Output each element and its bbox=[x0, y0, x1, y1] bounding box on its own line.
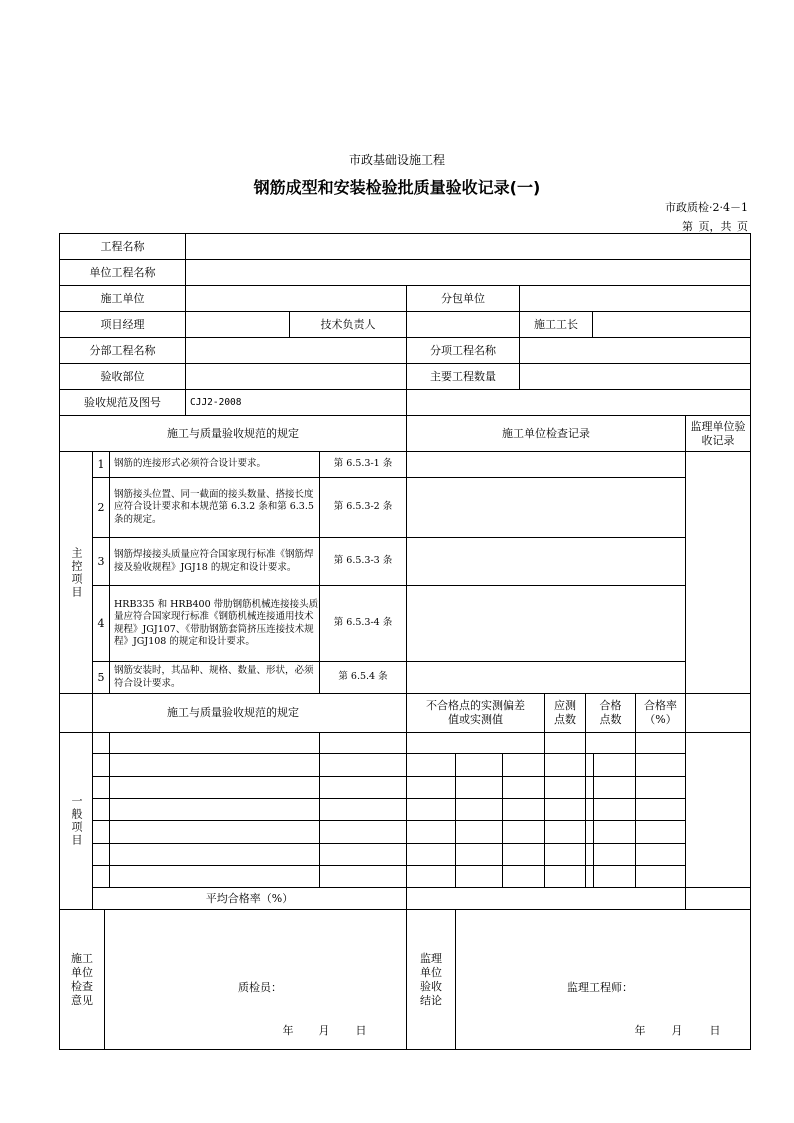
item-text: HRB335 和 HRB400 带肋钢筋机械连接接头质量应符合国家现行标准《钢筋机械连接通用技术规程》JGJ107、《带肋钢筋套筒挤压连接技术规程》JGJ108 的规定和设计要求。 bbox=[114, 598, 319, 647]
grid-line bbox=[92, 776, 686, 777]
main-quantity-label: 主要工程数量 bbox=[430, 370, 496, 383]
item-no: 4 bbox=[97, 616, 105, 630]
grid-line bbox=[685, 693, 686, 910]
year-label: 年 bbox=[282, 1024, 294, 1037]
item-text: 钢筋焊接接头质量应符合国家现行标准《钢筋焊接及验收规程》JGJ18 的规定和设计要求。 bbox=[114, 549, 314, 573]
subsection-label: 分部工程名称 bbox=[89, 344, 156, 357]
item-check-cell[interactable] bbox=[407, 538, 685, 585]
item-text: 钢筋的连接形式必须符合设计要求。 bbox=[114, 458, 267, 470]
grid-line bbox=[104, 909, 105, 1050]
acceptance-part-field[interactable] bbox=[186, 364, 406, 390]
year-label: 年 bbox=[634, 1024, 646, 1037]
grid-line bbox=[59, 732, 751, 733]
day-label: 日 bbox=[709, 1024, 721, 1037]
grid-line bbox=[502, 753, 503, 888]
item-clause: 第 6.5.3-2 条 bbox=[333, 501, 393, 513]
day-label: 日 bbox=[355, 1024, 367, 1037]
spec-header: 施工与质量验收规范的规定 bbox=[167, 427, 299, 440]
contractor-opinion-label: 施工单位检查意见 bbox=[71, 951, 93, 1007]
item-no: 2 bbox=[97, 500, 105, 514]
item-clause: 第 6.5.3-1 条 bbox=[333, 458, 393, 470]
avg-pass-rate-label: 平均合格率（%） bbox=[205, 891, 294, 905]
inspector-label: 质检员： bbox=[238, 981, 282, 994]
grid-line bbox=[406, 389, 407, 416]
grid-line bbox=[92, 753, 686, 754]
project-name-field[interactable] bbox=[186, 234, 750, 260]
grid-line bbox=[59, 909, 751, 910]
item-check-cell[interactable] bbox=[407, 586, 685, 661]
project-manager-field[interactable] bbox=[186, 312, 289, 338]
grid-line bbox=[593, 753, 594, 888]
tech-lead-label: 技术负责人 bbox=[320, 318, 376, 331]
subcontractor-field[interactable] bbox=[520, 286, 750, 312]
page-title: 钢筋成型和安装检验批质量验收记录(一) bbox=[253, 178, 541, 197]
item-clause: 第 6.5.3-4 条 bbox=[333, 617, 393, 629]
page-info: 第 页，共 页 bbox=[682, 220, 748, 233]
item-clause: 第 6.5.3-3 条 bbox=[333, 555, 393, 567]
check-record-header: 施工单位检查记录 bbox=[502, 427, 590, 440]
general-spec-header: 施工与质量验收规范的规定 bbox=[167, 706, 299, 719]
should-measure-header: 应测点数 bbox=[554, 699, 576, 726]
tech-lead-field[interactable] bbox=[407, 312, 519, 338]
grid-line bbox=[455, 753, 456, 888]
project-manager-label: 项目经理 bbox=[100, 318, 145, 331]
grid-line bbox=[92, 798, 686, 799]
general-items-label: 一般项目 bbox=[70, 795, 83, 847]
item-no: 5 bbox=[97, 670, 105, 684]
grid-line bbox=[92, 865, 686, 866]
item-no: 1 bbox=[97, 457, 105, 471]
month-label: 月 bbox=[671, 1024, 683, 1037]
sub-item-field[interactable] bbox=[520, 338, 750, 364]
grid-line bbox=[319, 732, 320, 888]
item-clause: 第 6.5.4 条 bbox=[338, 671, 388, 683]
sub-item-label: 分项工程名称 bbox=[430, 344, 496, 357]
month-label: 月 bbox=[318, 1024, 330, 1037]
grid-line bbox=[455, 909, 456, 1050]
foreman-field[interactable] bbox=[593, 312, 750, 338]
project-name-label: 工程名称 bbox=[100, 240, 145, 253]
unit-project-label: 单位工程名称 bbox=[89, 266, 156, 279]
grid-line bbox=[92, 843, 686, 844]
foreman-label: 施工工长 bbox=[534, 318, 578, 331]
deviation-header: 不合格点的实测偏差值或实测值 bbox=[426, 699, 525, 726]
contractor-label: 施工单位 bbox=[100, 292, 145, 305]
supervisor-record-cell[interactable] bbox=[686, 452, 750, 693]
subcontractor-label: 分包单位 bbox=[441, 292, 485, 305]
supervisor-conclusion-label: 监理单位验收结论 bbox=[420, 951, 442, 1007]
item-no: 3 bbox=[97, 554, 105, 568]
acceptance-part-label: 验收部位 bbox=[100, 370, 145, 383]
form-code: 市政质检·2·4－1 bbox=[665, 201, 748, 214]
item-text: 钢筋接头位置、同一截面的接头数量、搭接长度应符合设计要求和本规范第 6.3.2 条和第 6.3.5 条的规定。 bbox=[114, 488, 314, 525]
grid-line bbox=[92, 820, 686, 821]
item-check-cell[interactable] bbox=[407, 662, 685, 693]
supervisor-engineer-label: 监理工程师： bbox=[567, 981, 633, 994]
unit-project-field[interactable] bbox=[186, 260, 750, 286]
main-quantity-field[interactable] bbox=[520, 364, 750, 390]
standard-label: 验收规范及图号 bbox=[84, 396, 161, 409]
grid-line bbox=[109, 732, 110, 888]
contractor-field[interactable] bbox=[186, 286, 406, 312]
grid-line bbox=[750, 233, 751, 1050]
supervisor-record-header: 监理单位验收记录 bbox=[690, 420, 746, 447]
standard-value: CJJ2-2008 bbox=[190, 397, 242, 408]
pass-rate-header: 合格率（%） bbox=[644, 699, 677, 726]
item-check-cell[interactable] bbox=[407, 478, 685, 537]
item-text: 钢筋安装时，其品种、规格、数量、形状，必须符合设计要求。 bbox=[114, 665, 314, 689]
main-control-label: 主控项目 bbox=[70, 546, 83, 599]
qualified-points-header: 合格点数 bbox=[599, 699, 622, 726]
item-check-cell[interactable] bbox=[407, 452, 685, 477]
grid-line bbox=[59, 1049, 751, 1050]
organization: 市政基础设施工程 bbox=[348, 153, 445, 167]
subsection-field[interactable] bbox=[186, 338, 406, 364]
